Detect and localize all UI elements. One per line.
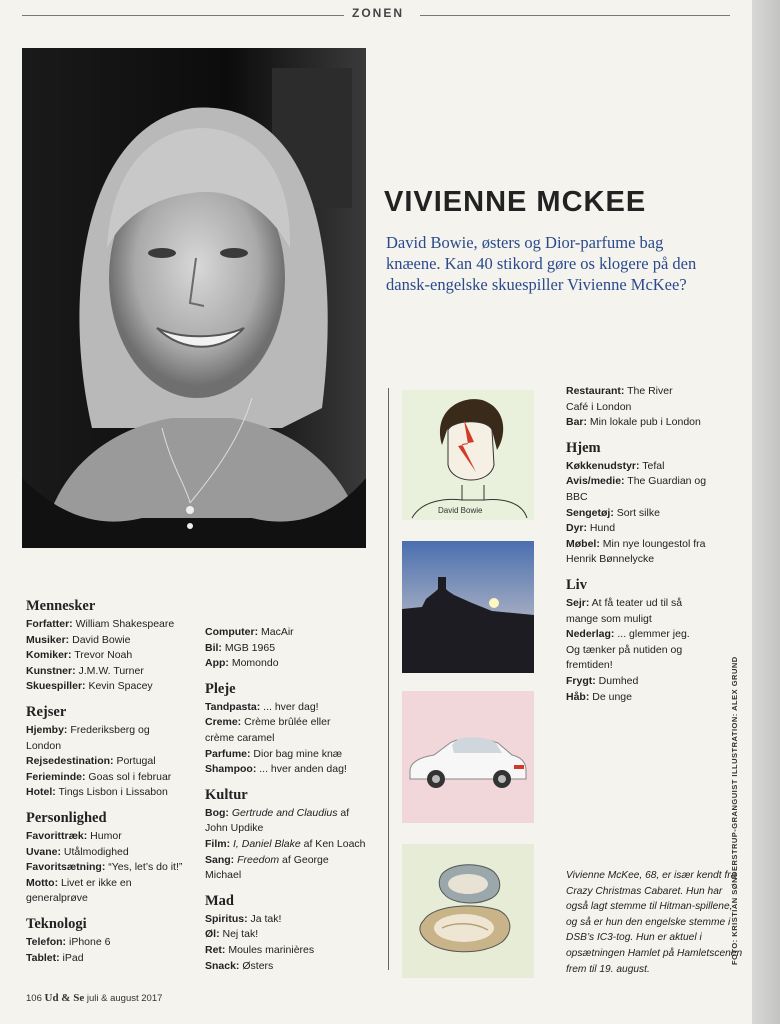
section-header: [0, 0, 752, 30]
heading-liv: Liv: [566, 576, 587, 593]
list-item: Tandpasta: ... hver dag!: [205, 700, 319, 713]
list-item: Telefon: iPhone 6: [26, 935, 111, 948]
page-number: 106: [26, 993, 42, 1004]
list-item: Tablet: iPad: [26, 951, 84, 964]
list-item: Komiker: Trevor Noah: [26, 649, 133, 662]
list-item: Motto: Livet er ikke en generalprøve: [26, 876, 132, 905]
heading-mad: Mad: [205, 892, 234, 909]
sunset-illustration: [402, 541, 534, 673]
column-2: [205, 625, 383, 974]
section-rule-right: [420, 15, 730, 16]
bio-caption: Vivienne McKee, 68, er især kendt fra Crazy Christmas Cabaret. Hun har også lagt stemme til Hitman-spillene, og så er hun den engelske stemme i DSB’s IC3-tog. Hun er aktuel i opsætningen Hamlet på Hamletscenen frem til 19. august.: [566, 870, 743, 975]
list-item: Skuespiller: Kevin Spacey: [26, 680, 153, 693]
heading-mennesker: Mennesker: [26, 598, 96, 614]
column-3: [566, 384, 716, 705]
heading-kultur: Kultur: [205, 786, 248, 803]
list-item: Spiritus: Ja tak!: [205, 912, 282, 925]
magazine-name: Ud & Se: [44, 992, 85, 1004]
list-item: Sejr: At få teater ud til så mange som muligt: [566, 596, 683, 625]
issue-date: juli & august 2017: [86, 993, 163, 1004]
list-item: Favorittræk: Humor: [26, 829, 122, 842]
article-lede: David Bowie, østers og Dior-parfume bag knæene. Kan 40 stikord gøre os klogere på den dansk-engelske skuespiller Vivienne McKee?: [386, 233, 697, 294]
list-item: Bar: Min lokale pub i London: [566, 416, 701, 429]
heading-teknologi: Teknologi: [26, 915, 87, 932]
list-item: Snack: Østers: [205, 959, 274, 972]
bowie-label: David Bowie: [438, 506, 483, 515]
list-item: Nederlag: ... glemmer jeg. Og tænker på nutiden og fremtiden!: [566, 628, 690, 672]
column-1: [26, 598, 204, 966]
bowie-illustration: [402, 390, 534, 520]
section-label: ZONEN: [352, 6, 404, 20]
list-item: App: Momondo: [205, 657, 279, 670]
oyster-illustration: [402, 844, 534, 978]
list-item: Ret: Moules marinières: [205, 943, 315, 956]
list-item: Køkkenudstyr: Tefal: [566, 459, 665, 472]
list-item: Avis/medie: The Guardian og BBC: [566, 475, 707, 503]
page-footer: [26, 992, 162, 1004]
list-item: Hotel: Tings Lisbon i Lissabon: [26, 786, 168, 799]
list-item: Dyr: Hund: [566, 522, 616, 535]
list-item: Parfume: Dior bag mine knæ: [205, 747, 343, 760]
car-illustration: [402, 691, 534, 823]
list-item: Restaurant: The River Café i London: [566, 385, 673, 413]
list-item: Musiker: David Bowie: [26, 633, 131, 646]
list-item: Shampoo: ... hver anden dag!: [205, 763, 347, 776]
article-title: VIVIENNE MCKEE: [384, 186, 647, 218]
screen-edge: [750, 0, 780, 1024]
list-item: Creme: Crème brûlée eller crème caramel: [205, 716, 331, 744]
heading-rejser: Rejser: [26, 703, 67, 720]
portrait-photo: [22, 48, 366, 548]
section-rule-left: [22, 15, 344, 16]
photo-credit: FOTO: KRISTIAN SØNDERSTRUP-GRANGUIST ILLUSTRATION: ALEX GRUND: [730, 656, 739, 965]
list-item: Film: I, Daniel Blake af Ken Loach: [205, 837, 366, 850]
list-item: Rejsedestination: Portugal: [26, 755, 156, 768]
list-item: Ferieminde: Goas sol i februar: [26, 770, 172, 783]
list-item: Uvane: Utålmodighed: [26, 845, 129, 858]
heading-pleje: Pleje: [205, 680, 236, 697]
list-item: Forfatter: William Shakespeare: [26, 618, 175, 630]
heading-hjem: Hjem: [566, 439, 601, 456]
list-item: Håb: De unge: [566, 690, 632, 703]
list-item: Computer: MacAir: [205, 626, 294, 638]
list-item: Sengetøj: Sort silke: [566, 506, 660, 519]
list-item: Favoritsætning: “Yes, let’s do it!”: [26, 861, 183, 874]
heading-personlighed: Personlighed: [26, 809, 107, 826]
column-divider: [388, 388, 389, 970]
list-item: Møbel: Min nye loungestol fra Henrik Bønnelycke: [566, 537, 706, 566]
list-item: Frygt: Dumhed: [566, 674, 639, 687]
list-item: Bil: MGB 1965: [205, 641, 276, 654]
list-item: Øl: Nej tak!: [205, 928, 259, 941]
list-item: Bog: Gertrude and Claudius af John Updike: [205, 806, 350, 835]
list-item: Hjemby: Frederiksberg og London: [26, 723, 150, 752]
list-item: Kunstner: J.M.W. Turner: [26, 664, 144, 677]
list-item: Sang: Freedom af George Michael: [205, 853, 329, 882]
